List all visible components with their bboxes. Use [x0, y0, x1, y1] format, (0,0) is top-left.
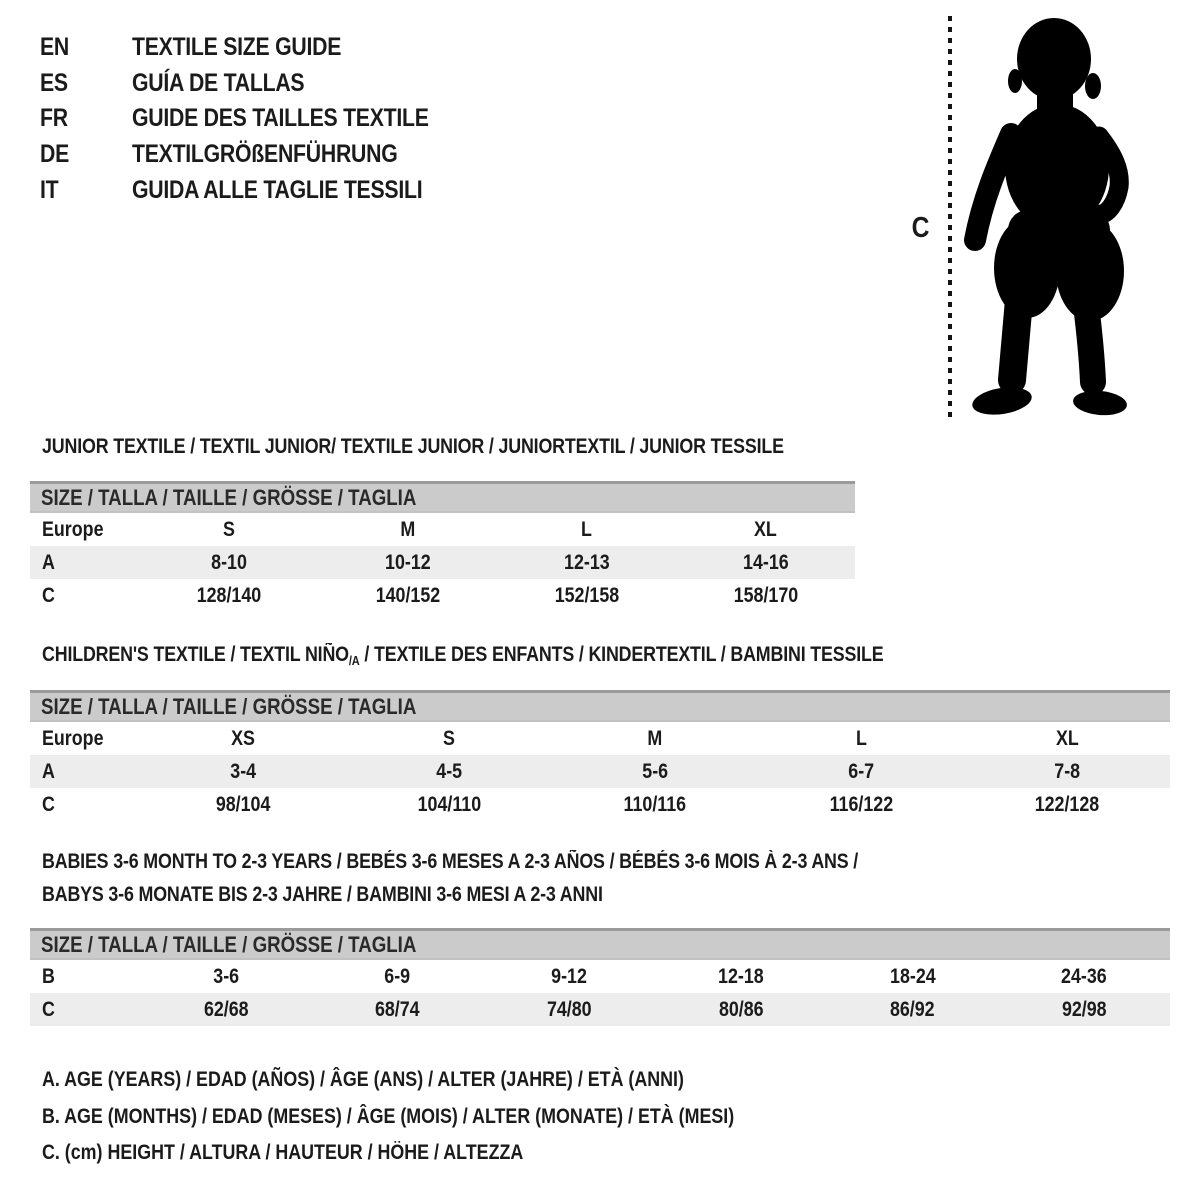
row-label: C	[42, 792, 55, 816]
guide-title: TEXTILGRÖßENFÜHRUNG	[132, 140, 398, 169]
size-header-bar: SIZE / TALLA / TAILLE / GRÖSSE / TAGLIA	[30, 690, 1170, 722]
table-cell: 158/170	[733, 583, 798, 607]
babies-section-title-line2: BABYS 3-6 MONATE BIS 2-3 JAHRE / BAMBINI 3-6 MESI A 2-3 ANNI	[42, 883, 603, 906]
table-cell: 140/152	[375, 583, 441, 607]
table-cell: 92/98	[1061, 997, 1107, 1021]
table-cell: 62/68	[203, 997, 249, 1021]
table-cell: 104/110	[417, 792, 481, 816]
table-cell: 6-7	[848, 759, 874, 783]
table-cell: 5-6	[642, 759, 668, 783]
row-label: A	[42, 759, 55, 783]
table-cell: XL	[754, 517, 778, 541]
row-label: A	[42, 550, 55, 574]
row-label: Europe	[42, 517, 104, 541]
note-c-height-cm: C. (cm) HEIGHT / ALTURA / HAUTEUR / HÖHE / ALTEZZA	[42, 1141, 524, 1165]
language-row	[40, 66, 481, 102]
table-cell: 12-18	[718, 964, 764, 988]
table-row-height	[30, 993, 1170, 1026]
junior-size-table	[30, 481, 855, 612]
table-row-europe	[30, 722, 1170, 755]
height-label-c: C	[911, 212, 930, 244]
language-code: DE	[40, 140, 70, 169]
guide-title: TEXTILE SIZE GUIDE	[132, 33, 342, 62]
table-row-age	[30, 546, 855, 579]
guide-title: GUIDE DES TAILLES TEXTILE	[132, 104, 429, 133]
language-code: EN	[40, 33, 70, 62]
size-header-bar: SIZE / TALLA / TAILLE / GRÖSSE / TAGLIA	[30, 928, 1170, 960]
row-label: Europe	[42, 726, 104, 750]
children-section-title: CHILDREN'S TEXTILE / TEXTIL NIÑO/A / TEXTILE DES ENFANTS / KINDERTEXTIL / BAMBINI TESSILE	[42, 643, 884, 668]
table-cell: 86/92	[890, 997, 935, 1021]
babies-section-title-line1: BABIES 3-6 MONTH TO 2-3 YEARS / BEBÉS 3-6 MESES A 2-3 AÑOS / BÉBÉS 3-6 MOIS À 2-3 ANS /	[42, 850, 859, 873]
language-row	[40, 137, 481, 173]
table-cell: 18-24	[889, 964, 936, 988]
table-cell: XL	[1055, 726, 1079, 750]
language-row	[40, 172, 481, 208]
table-cell: 98/104	[215, 792, 271, 816]
language-code: ES	[40, 68, 68, 97]
table-row-age	[30, 755, 1170, 788]
table-cell: L	[855, 726, 867, 750]
table-cell: 152/158	[554, 583, 620, 607]
table-row-height	[30, 788, 1170, 821]
children-size-table	[30, 690, 1170, 821]
table-row-europe	[30, 513, 855, 546]
language-code: FR	[40, 104, 68, 133]
table-cell: 8-10	[211, 550, 248, 574]
table-cell: L	[581, 517, 593, 541]
language-row	[40, 30, 481, 66]
table-row-age-months	[30, 960, 1170, 993]
language-title-list	[40, 30, 481, 208]
language-row	[40, 101, 481, 137]
nino-a-subscript: /A	[348, 653, 360, 668]
note-b-age-months: B. AGE (MONTHS) / EDAD (MESES) / ÂGE (MOIS) / ALTER (MONATE) / ETÀ (MESI)	[42, 1104, 735, 1128]
table-cell: 3-4	[230, 759, 256, 783]
babies-size-table	[30, 928, 1170, 1026]
table-cell: 12-13	[564, 550, 610, 574]
row-label: C	[42, 583, 55, 607]
row-label: C	[42, 997, 55, 1021]
size-header-bar: SIZE / TALLA / TAILLE / GRÖSSE / TAGLIA	[30, 481, 855, 513]
language-code: IT	[40, 175, 59, 204]
table-cell: S	[223, 517, 236, 541]
table-cell: 74/80	[546, 997, 592, 1021]
table-cell: 10-12	[385, 550, 431, 574]
junior-section-title: JUNIOR TEXTILE / TEXTIL JUNIOR/ TEXTILE JUNIOR / JUNIORTEXTIL / JUNIOR TESSILE	[42, 435, 784, 458]
table-cell: 6-9	[384, 964, 411, 988]
table-row-height	[30, 579, 855, 612]
height-dotted-line	[948, 16, 952, 418]
table-cell: 128/140	[197, 583, 262, 607]
note-a-age-years: A. AGE (YEARS) / EDAD (AÑOS) / ÂGE (ANS) / ALTER (JAHRE) / ETÀ (ANNI)	[42, 1068, 684, 1092]
table-cell: 110/116	[623, 792, 687, 816]
table-cell: 3-6	[212, 964, 239, 988]
table-cell: 9-12	[551, 964, 588, 988]
table-cell: M	[647, 726, 663, 750]
toddler-silhouette-image	[953, 12, 1148, 417]
table-cell: 122/128	[1034, 792, 1100, 816]
table-cell: S	[443, 726, 455, 750]
guide-title: GUÍA DE TALLAS	[132, 68, 305, 97]
guide-title: GUIDA ALLE TAGLIE TESSILI	[132, 175, 423, 204]
table-cell: 4-5	[436, 759, 462, 783]
table-cell: XS	[231, 726, 255, 750]
table-cell: 116/122	[829, 792, 893, 816]
table-cell: 24-36	[1061, 964, 1108, 988]
table-cell: 14-16	[742, 550, 789, 574]
table-cell: 7-8	[1054, 759, 1080, 783]
table-cell: 68/74	[375, 997, 420, 1021]
table-cell: 80/86	[718, 997, 764, 1021]
legend-notes	[42, 1062, 856, 1172]
row-label: B	[42, 964, 55, 988]
table-cell: M	[400, 517, 416, 541]
